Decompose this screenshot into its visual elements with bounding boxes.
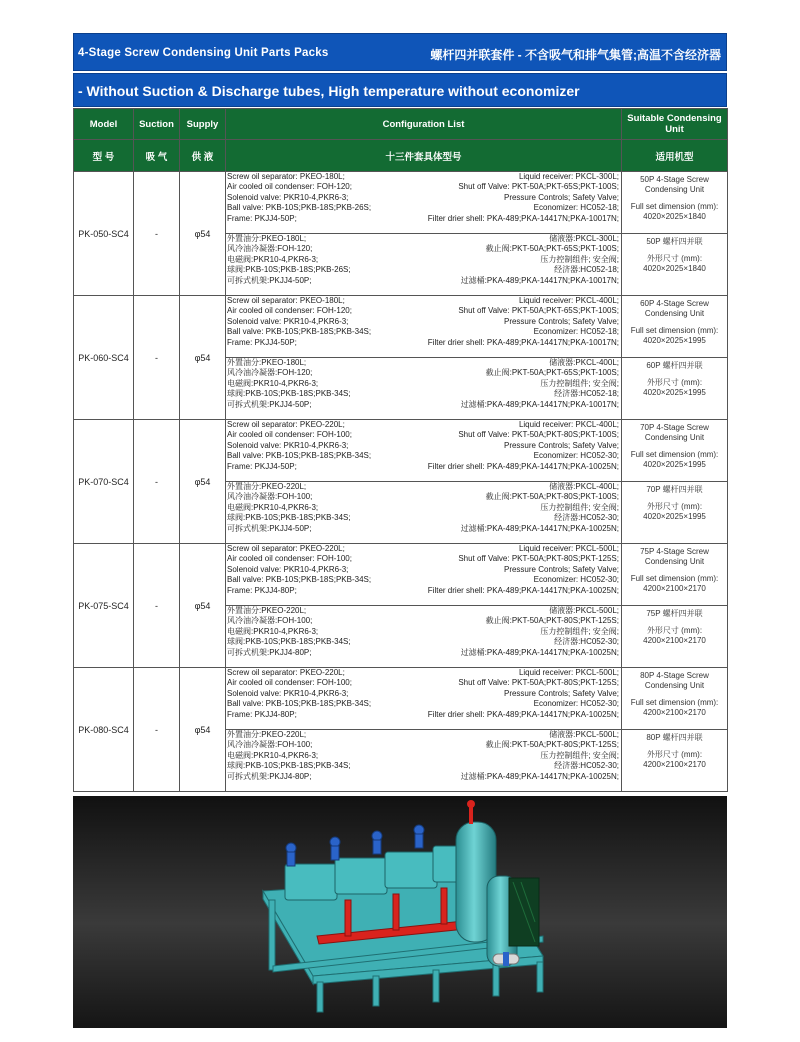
config-line: 经济器:HC052-18;	[554, 265, 619, 275]
page-title-cn: 螺杆四并联套件 - 不含吸气和排气集管;高温不含经济器	[430, 48, 721, 62]
config-line: Shut off Valve: PKT-50A;PKT-80S;PKT-125S;	[458, 678, 619, 688]
unit-dimension-en: Full set dimension (mm): 4200×2100×2170	[630, 698, 719, 717]
config-cn-cell	[226, 358, 622, 420]
suitable-unit-en	[622, 296, 728, 358]
suitable-unit-cn	[622, 730, 728, 792]
filter-drier-icon	[493, 952, 519, 966]
col-suction: Suction	[134, 109, 180, 140]
config-line: Frame: PKJJ4-50P;	[227, 461, 297, 471]
config-line: 风冷油冷凝器:FOH-120;	[227, 368, 313, 378]
config-line: Shut off Valve: PKT-50A;PKT-65S;PKT-100S;	[458, 182, 619, 192]
config-line: 球阀:PKB-10S;PKB-18S;PKB-34S;	[227, 513, 351, 523]
config-line: Filter drier shell: PKA-489;PKA-14417N;PKA-10025N;	[427, 709, 619, 719]
col-model-cn: 型 号	[74, 140, 134, 172]
config-line: Pressure Controls; Safety Valve;	[503, 564, 619, 574]
unit-dimension-cn: 外形尺寸 (mm): 4020×2025×1995	[643, 378, 706, 397]
unit-dimension-cn: 外形尺寸 (mm): 4200×2100×2170	[643, 626, 706, 645]
unit-name-en: 75P 4-Stage Screw Condensing Unit	[640, 547, 709, 566]
config-line: 截止阀:PKT-50A;PKT-65S;PKT-100S;	[485, 244, 619, 254]
config-line: 电磁阀:PKR10-4,PKR6-3;	[227, 254, 319, 264]
config-line: Screw oil separator: PKEO-220L;	[227, 668, 345, 677]
config-line: 外置油分:PKEO-180L;	[227, 234, 307, 243]
table-row	[74, 544, 728, 606]
config-line: 电磁阀:PKR10-4,PKR6-3;	[227, 626, 319, 636]
config-line: Shut off Valve: PKT-50A;PKT-80S;PKT-125S;	[458, 554, 619, 564]
suitable-unit-cn	[622, 482, 728, 544]
config-line: Ball valve: PKB-10S;PKB-18S;PKB-34S;	[227, 451, 372, 461]
col-supply-cn: 供 液	[180, 140, 226, 172]
config-line: Ball valve: PKB-10S;PKB-18S;PKB-34S;	[227, 575, 372, 585]
page-subtitle: - Without Suction & Discharge tubes, High temperature without economizer	[78, 83, 580, 99]
config-line: Liquid receiver: PKCL-500L;	[518, 544, 619, 553]
config-line: 球阀:PKB-10S;PKB-18S;PKB-26S;	[227, 265, 351, 275]
product-photo	[73, 796, 727, 1028]
suitable-unit-en	[622, 420, 728, 482]
config-en-cell	[226, 420, 622, 482]
supply-cell: φ54	[180, 420, 226, 544]
config-line: 可拆式机架:PKJJ4-50P;	[227, 399, 312, 409]
config-line: 电磁阀:PKR10-4,PKR6-3;	[227, 502, 319, 512]
config-line: 过滤桶:PKA-489;PKA-14417N;PKA-10025N;	[460, 647, 619, 657]
config-line: 风冷油冷凝器:FOH-100;	[227, 616, 313, 626]
title-bar	[73, 33, 727, 71]
config-line: Filter drier shell: PKA-489;PKA-14417N;PKA-10025N;	[427, 585, 619, 595]
config-en-cell	[226, 668, 622, 730]
config-line: 储液器:PKCL-500L;	[549, 730, 619, 739]
supply-cell: φ54	[180, 544, 226, 668]
config-line: 过滤桶:PKA-489;PKA-14417N;PKA-10017N;	[460, 399, 619, 409]
config-line: 压力控制组件; 安全阀;	[540, 626, 619, 636]
config-line: 可拆式机架:PKJJ4-80P;	[227, 771, 312, 781]
config-line: 经济器:HC052-30;	[554, 637, 619, 647]
config-line: Ball valve: PKB-10S;PKB-18S;PKB-34S;	[227, 327, 372, 337]
config-line: 经济器:HC052-18;	[554, 389, 619, 399]
config-line: 储液器:PKCL-300L;	[549, 234, 619, 243]
model-cell: PK-075-SC4	[74, 544, 134, 668]
config-line: Solenoid valve: PKR10-4,PKR6-3;	[227, 564, 349, 574]
subtitle-bar	[73, 73, 727, 107]
config-cn-cell	[226, 730, 622, 792]
config-line: 截止阀:PKT-50A;PKT-80S;PKT-100S;	[485, 492, 619, 502]
config-line: Solenoid valve: PKR10-4,PKR6-3;	[227, 192, 349, 202]
config-line: 球阀:PKB-10S;PKB-18S;PKB-34S;	[227, 637, 351, 647]
unit-dimension-cn: 外形尺寸 (mm): 4200×2100×2170	[643, 750, 706, 769]
config-line: Air cooled oil condenser: FOH-100;	[227, 678, 352, 688]
config-line: 经济器:HC052-30;	[554, 761, 619, 771]
config-line: 外置油分:PKEO-220L;	[227, 482, 307, 491]
col-suction-cn: 吸 气	[134, 140, 180, 172]
config-cn-cell	[226, 234, 622, 296]
config-line: Air cooled oil condenser: FOH-120;	[227, 306, 352, 316]
config-line: Economizer: HC052-18;	[533, 203, 619, 213]
col-model: Model	[74, 109, 134, 140]
model-cell: PK-070-SC4	[74, 420, 134, 544]
unit-name-en: 80P 4-Stage Screw Condensing Unit	[640, 671, 709, 690]
unit-dimension-cn: 外形尺寸 (mm): 4020×2025×1840	[643, 254, 706, 273]
config-line: Frame: PKJJ4-80P;	[227, 709, 297, 719]
suction-cell: -	[134, 420, 180, 544]
parts-table	[73, 108, 728, 792]
config-line: 电磁阀:PKR10-4,PKR6-3;	[227, 750, 319, 760]
config-line: Filter drier shell: PKA-489;PKA-14417N;PKA-10025N;	[427, 461, 619, 471]
suitable-unit-en	[622, 544, 728, 606]
condensing-unit-illustration	[73, 796, 727, 1028]
config-line: Pressure Controls; Safety Valve;	[503, 316, 619, 326]
unit-name-en: 50P 4-Stage Screw Condensing Unit	[640, 175, 709, 194]
config-line: 压力控制组件; 安全阀;	[540, 750, 619, 760]
config-line: 储液器:PKCL-500L;	[549, 606, 619, 615]
config-line: 外置油分:PKEO-180L;	[227, 358, 307, 367]
config-line: 储液器:PKCL-400L;	[549, 482, 619, 491]
config-line: Filter drier shell: PKA-489;PKA-14417N;PKA-10017N;	[427, 337, 619, 347]
unit-dimension-en: Full set dimension (mm): 4020×2025×1995	[630, 450, 719, 469]
suction-cell: -	[134, 668, 180, 792]
unit-name-cn: 80P 螺杆四并联	[646, 733, 703, 742]
table-row	[74, 296, 728, 358]
config-line: Liquid receiver: PKCL-300L;	[518, 172, 619, 181]
config-line: Pressure Controls; Safety Valve;	[503, 688, 619, 698]
config-line: Screw oil separator: PKEO-180L;	[227, 172, 345, 181]
config-line: Screw oil separator: PKEO-220L;	[227, 544, 345, 553]
suitable-unit-cn	[622, 606, 728, 668]
config-en-cell	[226, 544, 622, 606]
config-cn-cell	[226, 482, 622, 544]
unit-name-cn: 75P 螺杆四并联	[646, 609, 703, 618]
suitable-unit-cn	[622, 234, 728, 296]
config-line: 外置油分:PKEO-220L;	[227, 730, 307, 739]
config-line: 压力控制组件; 安全阀;	[540, 378, 619, 388]
config-line: Solenoid valve: PKR10-4,PKR6-3;	[227, 440, 349, 450]
oil-cooler-icon	[509, 878, 539, 946]
config-line: 过滤桶:PKA-489;PKA-14417N;PKA-10025N;	[460, 771, 619, 781]
config-line: Air cooled oil condenser: FOH-120;	[227, 182, 352, 192]
model-cell: PK-050-SC4	[74, 172, 134, 296]
config-cn-cell	[226, 606, 622, 668]
suction-cell: -	[134, 296, 180, 420]
config-line: Frame: PKJJ4-50P;	[227, 213, 297, 223]
config-line: 电磁阀:PKR10-4,PKR6-3;	[227, 378, 319, 388]
suction-cell: -	[134, 172, 180, 296]
table-row	[74, 420, 728, 482]
config-line: Pressure Controls; Safety Valve;	[503, 440, 619, 450]
config-line: 压力控制组件; 安全阀;	[540, 254, 619, 264]
config-line: Ball valve: PKB-10S;PKB-18S;PKB-26S;	[227, 203, 372, 213]
config-line: 过滤桶:PKA-489;PKA-14417N;PKA-10017N;	[460, 275, 619, 285]
config-line: 球阀:PKB-10S;PKB-18S;PKB-34S;	[227, 389, 351, 399]
table-row	[74, 172, 728, 234]
unit-name-en: 70P 4-Stage Screw Condensing Unit	[640, 423, 709, 442]
config-line: Liquid receiver: PKCL-500L;	[518, 668, 619, 677]
col-suitable: Suitable Condensing Unit	[622, 109, 728, 140]
config-line: 可拆式机架:PKJJ4-50P;	[227, 523, 312, 533]
config-line: 过滤桶:PKA-489;PKA-14417N;PKA-10025N;	[460, 523, 619, 533]
unit-dimension-en: Full set dimension (mm): 4020×2025×1840	[630, 202, 719, 221]
config-line: Shut off Valve: PKT-50A;PKT-65S;PKT-100S;	[458, 306, 619, 316]
config-line: 可拆式机架:PKJJ4-50P;	[227, 275, 312, 285]
supply-cell: φ54	[180, 296, 226, 420]
col-config-cn: 十三件套具体型号	[226, 140, 622, 172]
config-line: 储液器:PKCL-400L;	[549, 358, 619, 367]
config-line: 经济器:HC052-30;	[554, 513, 619, 523]
page-title-en: 4-Stage Screw Condensing Unit Parts Packs	[78, 47, 329, 59]
unit-name-cn: 60P 螺杆四并联	[646, 361, 703, 370]
config-line: 外置油分:PKEO-220L;	[227, 606, 307, 615]
config-line: 截止阀:PKT-50A;PKT-65S;PKT-100S;	[485, 368, 619, 378]
model-cell: PK-060-SC4	[74, 296, 134, 420]
config-line: Liquid receiver: PKCL-400L;	[518, 296, 619, 305]
config-line: 球阀:PKB-10S;PKB-18S;PKB-34S;	[227, 761, 351, 771]
config-line: Solenoid valve: PKR10-4,PKR6-3;	[227, 316, 349, 326]
suction-cell: -	[134, 544, 180, 668]
config-en-cell	[226, 172, 622, 234]
config-line: Liquid receiver: PKCL-400L;	[518, 420, 619, 429]
unit-name-cn: 70P 螺杆四并联	[646, 485, 703, 494]
config-line: Frame: PKJJ4-80P;	[227, 585, 297, 595]
unit-name-cn: 50P 螺杆四并联	[646, 237, 703, 246]
config-line: 风冷油冷凝器:FOH-100;	[227, 492, 313, 502]
suitable-unit-en	[622, 172, 728, 234]
config-line: Screw oil separator: PKEO-220L;	[227, 420, 345, 429]
config-line: Shut off Valve: PKT-50A;PKT-80S;PKT-100S;	[458, 430, 619, 440]
config-line: Economizer: HC052-18;	[533, 327, 619, 337]
model-cell: PK-080-SC4	[74, 668, 134, 792]
config-line: Air cooled oil condenser: FOH-100;	[227, 430, 352, 440]
config-line: Pressure Controls; Safety Valve;	[503, 192, 619, 202]
config-line: 压力控制组件; 安全阀;	[540, 502, 619, 512]
unit-dimension-en: Full set dimension (mm): 4200×2100×2170	[630, 574, 719, 593]
suitable-unit-en	[622, 668, 728, 730]
config-line: Screw oil separator: PKEO-180L;	[227, 296, 345, 305]
supply-cell: φ54	[180, 172, 226, 296]
supply-cell: φ54	[180, 668, 226, 792]
config-line: Ball valve: PKB-10S;PKB-18S;PKB-34S;	[227, 699, 372, 709]
col-config: Configuration List	[226, 109, 622, 140]
config-line: Solenoid valve: PKR10-4,PKR6-3;	[227, 688, 349, 698]
config-line: Filter drier shell: PKA-489;PKA-14417N;PKA-10017N;	[427, 213, 619, 223]
config-line: 风冷油冷凝器:FOH-100;	[227, 740, 313, 750]
table-row	[74, 668, 728, 730]
config-en-cell	[226, 296, 622, 358]
unit-dimension-cn: 外形尺寸 (mm): 4020×2025×1995	[643, 502, 706, 521]
config-line: Economizer: HC052-30;	[533, 575, 619, 585]
config-line: 截止阀:PKT-50A;PKT-80S;PKT-125S;	[485, 740, 619, 750]
col-supply: Supply	[180, 109, 226, 140]
config-line: Economizer: HC052-30;	[533, 451, 619, 461]
col-suitable-cn: 适用机型	[622, 140, 728, 172]
unit-dimension-en: Full set dimension (mm): 4020×2025×1995	[630, 326, 719, 345]
config-line: 风冷油冷凝器:FOH-120;	[227, 244, 313, 254]
config-line: 可拆式机架:PKJJ4-80P;	[227, 647, 312, 657]
config-line: Air cooled oil condenser: FOH-100;	[227, 554, 352, 564]
config-line: Frame: PKJJ4-50P;	[227, 337, 297, 347]
catalog-page	[73, 33, 728, 1028]
config-line: Economizer: HC052-30;	[533, 699, 619, 709]
suitable-unit-cn	[622, 358, 728, 420]
config-line: 截止阀:PKT-50A;PKT-80S;PKT-125S;	[485, 616, 619, 626]
unit-name-en: 60P 4-Stage Screw Condensing Unit	[640, 299, 709, 318]
